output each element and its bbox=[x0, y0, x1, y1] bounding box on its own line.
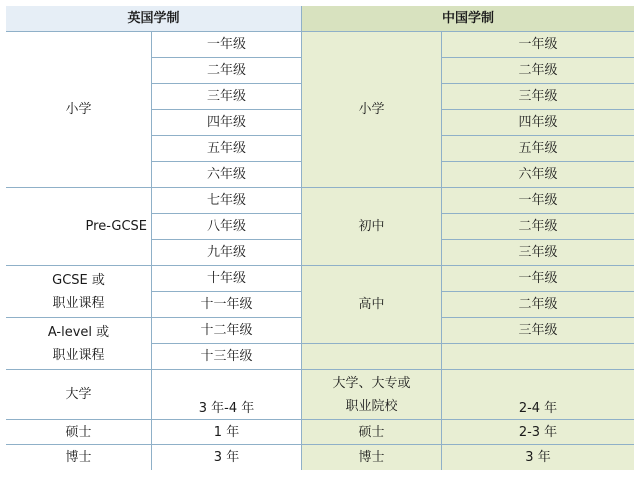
cn-master-years: 2-3 年 bbox=[442, 420, 634, 445]
cn-primary-grade-1: 一年级 bbox=[442, 32, 634, 58]
cn-stage-primary: 小学 bbox=[302, 32, 442, 188]
cn-junior-grade-1: 一年级 bbox=[442, 188, 634, 214]
uk-university-years-label: 3 年-4 年 bbox=[198, 401, 255, 416]
cn-primary-grade-3: 三年级 bbox=[442, 84, 634, 110]
cn-primary-grade-4: 四年级 bbox=[442, 110, 634, 136]
uk-grade-11: 十一年级 bbox=[152, 292, 302, 318]
uk-stage-gcse-line1: GCSE 或 bbox=[52, 272, 105, 288]
uk-stage-pre-gcse-label: Pre-GCSE bbox=[85, 219, 147, 234]
cn-senior-grade-2: 二年级 bbox=[442, 292, 634, 318]
cn-stage-junior-high: 初中 bbox=[302, 188, 442, 266]
uk-university-years bbox=[152, 370, 302, 420]
cn-phd-years: 3 年 bbox=[442, 445, 634, 470]
education-systems-comparison-table bbox=[6, 6, 634, 470]
uk-grade-2: 二年级 bbox=[152, 58, 302, 84]
cn-primary-grade-6: 六年级 bbox=[442, 162, 634, 188]
cn-stage-phd: 博士 bbox=[302, 445, 442, 470]
cn-primary-grade-2: 二年级 bbox=[442, 58, 634, 84]
uk-stage-pre-gcse bbox=[6, 188, 152, 266]
uk-stage-gcse bbox=[6, 266, 152, 318]
uk-grade-4: 四年级 bbox=[152, 110, 302, 136]
cn-stage-university-line2: 职业院校 bbox=[345, 398, 398, 414]
uk-grade-10: 十年级 bbox=[152, 266, 302, 292]
cn-senior-grade-1: 一年级 bbox=[442, 266, 634, 292]
cn-empty-cell bbox=[302, 344, 442, 370]
uk-grade-12: 十二年级 bbox=[152, 318, 302, 344]
uk-stage-primary: 小学 bbox=[6, 32, 152, 188]
uk-grade-3: 三年级 bbox=[152, 84, 302, 110]
china-system-header: 中国学制 bbox=[302, 6, 634, 32]
uk-stage-phd: 博士 bbox=[6, 445, 152, 470]
uk-stage-a-level bbox=[6, 318, 152, 370]
uk-grade-1: 一年级 bbox=[152, 32, 302, 58]
uk-stage-university: 大学 bbox=[6, 370, 152, 420]
uk-grade-7: 七年级 bbox=[152, 188, 302, 214]
uk-stage-a-level-line1: A-level 或 bbox=[47, 324, 110, 340]
uk-phd-years: 3 年 bbox=[152, 445, 302, 470]
uk-stage-a-level-line2: 职业课程 bbox=[52, 347, 105, 363]
cn-university-years bbox=[442, 370, 634, 420]
uk-master-years: 1 年 bbox=[152, 420, 302, 445]
cn-junior-grade-2: 二年级 bbox=[442, 214, 634, 240]
cn-primary-grade-5: 五年级 bbox=[442, 136, 634, 162]
cn-stage-university bbox=[302, 370, 442, 420]
uk-grade-6: 六年级 bbox=[152, 162, 302, 188]
uk-grade-9: 九年级 bbox=[152, 240, 302, 266]
uk-system-header: 英国学制 bbox=[6, 6, 302, 32]
uk-stage-master: 硕士 bbox=[6, 420, 152, 445]
cn-empty-cell bbox=[442, 344, 634, 370]
cn-junior-grade-3: 三年级 bbox=[442, 240, 634, 266]
uk-grade-5: 五年级 bbox=[152, 136, 302, 162]
uk-stage-gcse-line2: 职业课程 bbox=[52, 295, 105, 311]
uk-grade-13: 十三年级 bbox=[152, 344, 302, 370]
cn-stage-university-line1: 大学、大专或 bbox=[332, 375, 411, 391]
cn-university-years-label: 2-4 年 bbox=[518, 401, 558, 416]
cn-stage-master: 硕士 bbox=[302, 420, 442, 445]
uk-grade-8: 八年级 bbox=[152, 214, 302, 240]
cn-stage-senior-high: 高中 bbox=[302, 266, 442, 344]
cn-senior-grade-3: 三年级 bbox=[442, 318, 634, 344]
